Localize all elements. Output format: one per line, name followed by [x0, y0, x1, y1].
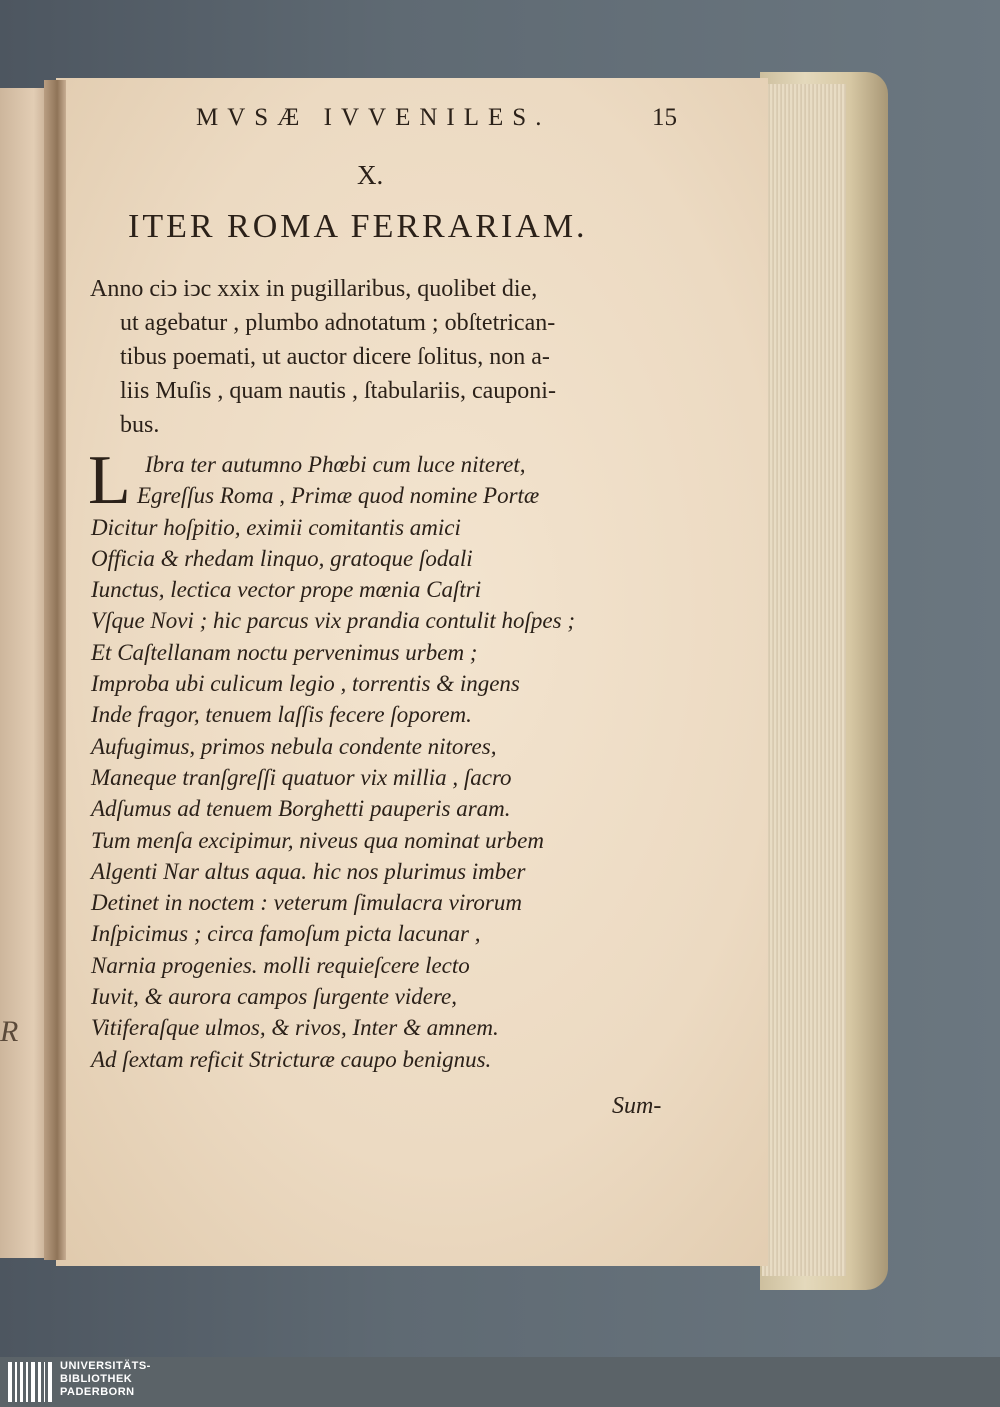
poem-title: ITER ROMA FERRARIAM. — [128, 208, 588, 245]
preface-line: liis Muſis , quam nautis , ſtabulariis, cauponi- — [120, 378, 556, 404]
preface-paragraph — [90, 272, 690, 442]
preface-line: ut agebatur , plumbo adnotatum ; obſtetrican- — [120, 310, 556, 336]
catchword: Sum- — [612, 1093, 662, 1119]
verse-line: Improba ubi culicum legio , torrentis & ingens — [91, 671, 520, 697]
verse-line: Iuvit, & aurora campos ſurgente videre, — [91, 984, 458, 1010]
verse-line: Aufugimus, primos nebula condente nitores, — [91, 733, 497, 759]
verse-line: Inſpicimus ; circa famoſum picta lacunar , — [91, 921, 481, 947]
library-label — [60, 1360, 151, 1399]
preface-line: bus. — [120, 412, 160, 438]
library-label-line: UNIVERSITÄTS- — [60, 1360, 151, 1372]
drop-cap: L — [88, 442, 131, 519]
verse-line: Tum menſa excipimur, niveus qua nominat urbem — [91, 827, 544, 853]
left-page-fragment: R — [0, 1015, 19, 1048]
library-label-line: PADERBORN — [60, 1386, 135, 1398]
library-logo-icon — [8, 1362, 52, 1402]
page-edges — [762, 84, 846, 1276]
verse-line: Adſumus ad tenuem Borghetti pauperis aram. — [91, 796, 511, 822]
page-number: 15 — [652, 104, 677, 131]
verse-line: Detinet in noctem : veterum ſimulacra virorum — [91, 890, 522, 916]
library-label-line: BIBLIOTHEK — [60, 1373, 133, 1385]
verse-line: Ibra ter autumno Phœbi cum luce niteret, — [145, 452, 526, 477]
verse-line: Inde fragor, tenuem laſſis fecere ſoporem. — [91, 702, 472, 728]
verse-line: Vitiferaſque ulmos, & rivos, Inter & amnem. — [91, 1015, 499, 1041]
verse-line: Iunctus, lectica vector prope mœnia Caſtri — [91, 577, 482, 603]
verse-line: Narnia progenies. molli requieſcere lecto — [91, 952, 470, 978]
verse-line: Officia & rhedam linquo, gratoque ſodali — [91, 545, 473, 571]
verse-line: Ad ſextam reficit Stricturæ caupo benignus. — [91, 1046, 492, 1072]
verse-line: Dicitur hoſpitio, eximii comitantis amici — [91, 514, 461, 540]
running-head: MVSÆ IVVENILES. — [196, 104, 551, 131]
book-gutter — [44, 80, 66, 1260]
preface-line: Anno ciↄ iↄc xxix in pugillaribus, quolibet die, — [90, 276, 538, 302]
preface-line: tibus poemati, ut auctor dicere ſolitus, non a- — [120, 344, 550, 370]
verse-line: Algenti Nar altus aqua. hic nos plurimus imber — [91, 858, 526, 884]
verse-line: Egreſſus Roma , Primæ quod nomine Portæ — [137, 483, 540, 509]
poem-body — [91, 449, 681, 1075]
verse-line: Vſque Novi ; hic parcus vix prandia contulit hoſpes ; — [91, 608, 575, 634]
verse-line: Et Caſtellanam noctu pervenimus urbem ; — [91, 639, 478, 665]
verse-line: Maneque tranſgreſſi quatuor vix millia , ſacro — [91, 764, 512, 790]
section-number: X. — [357, 160, 384, 190]
